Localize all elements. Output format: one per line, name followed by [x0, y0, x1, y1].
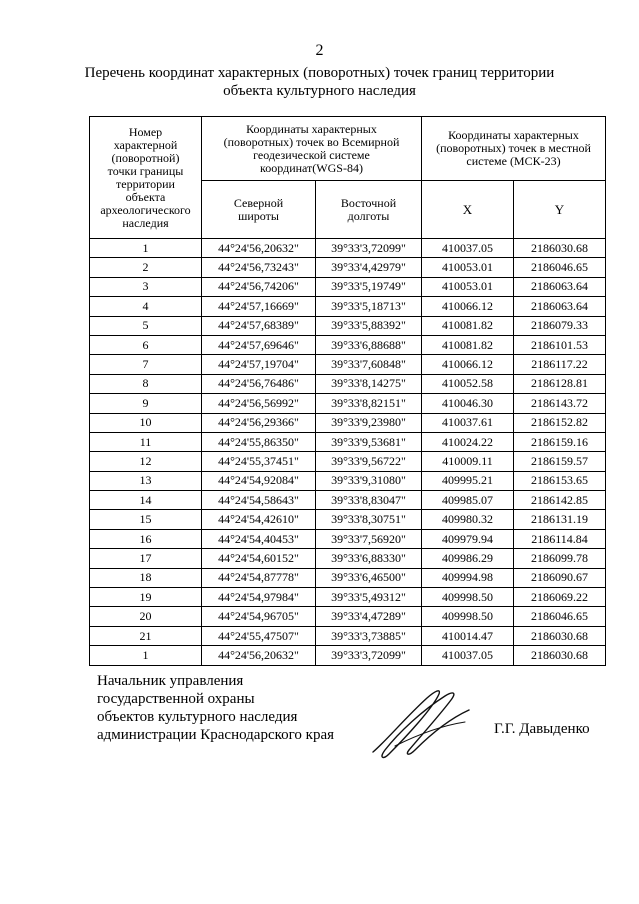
y-coordinate-cell: 2186090.67	[514, 568, 606, 587]
point-number-cell: 11	[90, 432, 202, 451]
point-number-cell: 8	[90, 374, 202, 393]
north-latitude-cell: 44°24'57,19704"	[202, 355, 316, 374]
y-coordinate-cell: 2186030.68	[514, 646, 606, 665]
north-latitude-cell: 44°24'57,69646"	[202, 335, 316, 354]
coordinates-table-body	[90, 239, 606, 666]
x-coordinate-cell: 409998.50	[422, 607, 514, 626]
y-coordinate-cell: 2186099.78	[514, 549, 606, 568]
east-longitude-cell: 39°33'9,31080"	[316, 471, 422, 490]
east-longitude-cell: 39°33'5,88392"	[316, 316, 422, 335]
north-latitude-cell: 44°24'56,73243"	[202, 258, 316, 277]
east-longitude-cell: 39°33'6,88330"	[316, 549, 422, 568]
x-coordinate-cell: 410052.58	[422, 374, 514, 393]
point-number-cell: 15	[90, 510, 202, 529]
page-number: 2	[315, 42, 324, 59]
north-latitude-cell: 44°24'54,92084"	[202, 471, 316, 490]
north-latitude-cell: 44°24'55,37451"	[202, 452, 316, 471]
east-longitude-cell: 39°33'8,30751"	[316, 510, 422, 529]
y-coordinate-cell: 2186159.16	[514, 432, 606, 451]
north-latitude-cell: 44°24'55,47507"	[202, 626, 316, 645]
north-latitude-cell: 44°24'56,20632"	[202, 239, 316, 258]
north-latitude-cell: 44°24'56,29366"	[202, 413, 316, 432]
north-latitude-cell: 44°24'56,56992"	[202, 394, 316, 413]
table-row	[90, 432, 606, 451]
header-msk23: Координаты характерных (поворотных) точек в местной системе (МСК-23)	[422, 117, 606, 181]
handwritten-signature	[365, 680, 475, 770]
north-latitude-cell: 44°24'56,76486"	[202, 374, 316, 393]
point-number-cell: 17	[90, 549, 202, 568]
header-point-number: Номер характерной (поворотной) точки границы территории объекта археологического наследия	[90, 117, 202, 239]
y-coordinate-cell: 2186030.68	[514, 626, 606, 645]
point-number-cell: 20	[90, 607, 202, 626]
x-coordinate-cell: 410037.05	[422, 239, 514, 258]
table-row	[90, 413, 606, 432]
y-coordinate-cell: 2186046.65	[514, 258, 606, 277]
point-number-cell: 16	[90, 529, 202, 548]
point-number-cell: 21	[90, 626, 202, 645]
north-latitude-cell: 44°24'54,97984"	[202, 588, 316, 607]
north-latitude-cell: 44°24'57,16669"	[202, 297, 316, 316]
table-row	[90, 607, 606, 626]
north-latitude-cell: 44°24'54,60152"	[202, 549, 316, 568]
official-position	[97, 672, 357, 744]
y-coordinate-cell: 2186152.82	[514, 413, 606, 432]
x-coordinate-cell: 410066.12	[422, 355, 514, 374]
x-coordinate-cell: 410014.47	[422, 626, 514, 645]
north-latitude-cell: 44°24'54,42610"	[202, 510, 316, 529]
table-row	[90, 335, 606, 354]
point-number-cell: 10	[90, 413, 202, 432]
east-longitude-cell: 39°33'4,42979"	[316, 258, 422, 277]
x-coordinate-cell: 410037.05	[422, 646, 514, 665]
table-row	[90, 394, 606, 413]
north-latitude-cell: 44°24'56,74206"	[202, 277, 316, 296]
x-coordinate-cell: 409985.07	[422, 491, 514, 510]
table-row	[90, 452, 606, 471]
point-number-cell: 4	[90, 297, 202, 316]
table-row	[90, 626, 606, 645]
y-coordinate-cell: 2186030.68	[514, 239, 606, 258]
north-latitude-cell: 44°24'54,87778"	[202, 568, 316, 587]
y-coordinate-cell: 2186069.22	[514, 588, 606, 607]
title-line-2: объекта культурного наследия	[223, 83, 416, 99]
header-wgs84: Координаты характерных (поворотных) точек во Всемирной геодезической системе координат(WGS-84)	[202, 117, 422, 181]
east-longitude-cell: 39°33'3,72099"	[316, 646, 422, 665]
east-longitude-cell: 39°33'7,60848"	[316, 355, 422, 374]
table-row	[90, 297, 606, 316]
signer-name: Г.Г. Давыденко	[494, 721, 590, 737]
table-row	[90, 549, 606, 568]
point-number-cell: 6	[90, 335, 202, 354]
table-row	[90, 510, 606, 529]
table-row	[90, 646, 606, 665]
east-longitude-cell: 39°33'9,56722"	[316, 452, 422, 471]
x-coordinate-cell: 410081.82	[422, 316, 514, 335]
x-coordinate-cell: 409986.29	[422, 549, 514, 568]
y-coordinate-cell: 2186063.64	[514, 277, 606, 296]
header-x: X	[422, 181, 514, 239]
point-number-cell: 13	[90, 471, 202, 490]
east-longitude-cell: 39°33'5,18713"	[316, 297, 422, 316]
x-coordinate-cell: 410009.11	[422, 452, 514, 471]
x-coordinate-cell: 409980.32	[422, 510, 514, 529]
point-number-cell: 12	[90, 452, 202, 471]
table-row	[90, 491, 606, 510]
point-number-cell: 1	[90, 239, 202, 258]
north-latitude-cell: 44°24'54,40453"	[202, 529, 316, 548]
point-number-cell: 14	[90, 491, 202, 510]
x-coordinate-cell: 409998.50	[422, 588, 514, 607]
east-longitude-cell: 39°33'3,73885"	[316, 626, 422, 645]
table-row	[90, 374, 606, 393]
y-coordinate-cell: 2186131.19	[514, 510, 606, 529]
east-longitude-cell: 39°33'5,49312"	[316, 588, 422, 607]
x-coordinate-cell: 409979.94	[422, 529, 514, 548]
x-coordinate-cell: 410024.22	[422, 432, 514, 451]
table-row	[90, 316, 606, 335]
x-coordinate-cell: 409994.98	[422, 568, 514, 587]
x-coordinate-cell: 410066.12	[422, 297, 514, 316]
north-latitude-cell: 44°24'54,58643"	[202, 491, 316, 510]
x-coordinate-cell: 410037.61	[422, 413, 514, 432]
table-row	[90, 529, 606, 548]
position-line: объектов культурного наследия	[97, 709, 298, 725]
header-east-longitude: Восточной долготы	[316, 181, 422, 239]
east-longitude-cell: 39°33'7,56920"	[316, 529, 422, 548]
table-row	[90, 258, 606, 277]
point-number-cell: 18	[90, 568, 202, 587]
y-coordinate-cell: 2186114.84	[514, 529, 606, 548]
east-longitude-cell: 39°33'8,14275"	[316, 374, 422, 393]
title-line-1: Перечень координат характерных (поворотных) точек границ территории	[84, 65, 555, 81]
east-longitude-cell: 39°33'6,88688"	[316, 335, 422, 354]
y-coordinate-cell: 2186063.64	[514, 297, 606, 316]
y-coordinate-cell: 2186143.72	[514, 394, 606, 413]
y-coordinate-cell: 2186079.33	[514, 316, 606, 335]
north-latitude-cell: 44°24'55,86350"	[202, 432, 316, 451]
north-latitude-cell: 44°24'54,96705"	[202, 607, 316, 626]
point-number-cell: 3	[90, 277, 202, 296]
header-y: Y	[514, 181, 606, 239]
y-coordinate-cell: 2186153.65	[514, 471, 606, 490]
table-row	[90, 355, 606, 374]
east-longitude-cell: 39°33'8,82151"	[316, 394, 422, 413]
y-coordinate-cell: 2186128.81	[514, 374, 606, 393]
y-coordinate-cell: 2186117.22	[514, 355, 606, 374]
point-number-cell: 19	[90, 588, 202, 607]
position-line: администрации Краснодарского края	[97, 727, 335, 743]
x-coordinate-cell: 410053.01	[422, 258, 514, 277]
east-longitude-cell: 39°33'6,46500"	[316, 568, 422, 587]
y-coordinate-cell: 2186101.53	[514, 335, 606, 354]
y-coordinate-cell: 2186142.85	[514, 491, 606, 510]
point-number-cell: 7	[90, 355, 202, 374]
east-longitude-cell: 39°33'5,19749"	[316, 277, 422, 296]
point-number-cell: 9	[90, 394, 202, 413]
table-row	[90, 588, 606, 607]
east-longitude-cell: 39°33'4,47289"	[316, 607, 422, 626]
x-coordinate-cell: 410081.82	[422, 335, 514, 354]
coordinates-table	[89, 116, 606, 666]
east-longitude-cell: 39°33'9,53681"	[316, 432, 422, 451]
east-longitude-cell: 39°33'3,72099"	[316, 239, 422, 258]
position-line: государственной охраны	[97, 691, 255, 707]
east-longitude-cell: 39°33'8,83047"	[316, 491, 422, 510]
y-coordinate-cell: 2186046.65	[514, 607, 606, 626]
east-longitude-cell: 39°33'9,23980"	[316, 413, 422, 432]
north-latitude-cell: 44°24'56,20632"	[202, 646, 316, 665]
point-number-cell: 5	[90, 316, 202, 335]
north-latitude-cell: 44°24'57,68389"	[202, 316, 316, 335]
table-row	[90, 277, 606, 296]
table-row	[90, 471, 606, 490]
x-coordinate-cell: 410046.30	[422, 394, 514, 413]
document-title	[60, 64, 579, 100]
x-coordinate-cell: 410053.01	[422, 277, 514, 296]
y-coordinate-cell: 2186159.57	[514, 452, 606, 471]
point-number-cell: 1	[90, 646, 202, 665]
point-number-cell: 2	[90, 258, 202, 277]
table-row	[90, 239, 606, 258]
header-north-latitude: Северной широты	[202, 181, 316, 239]
position-line: Начальник управления	[97, 673, 244, 689]
x-coordinate-cell: 409995.21	[422, 471, 514, 490]
table-row	[90, 568, 606, 587]
